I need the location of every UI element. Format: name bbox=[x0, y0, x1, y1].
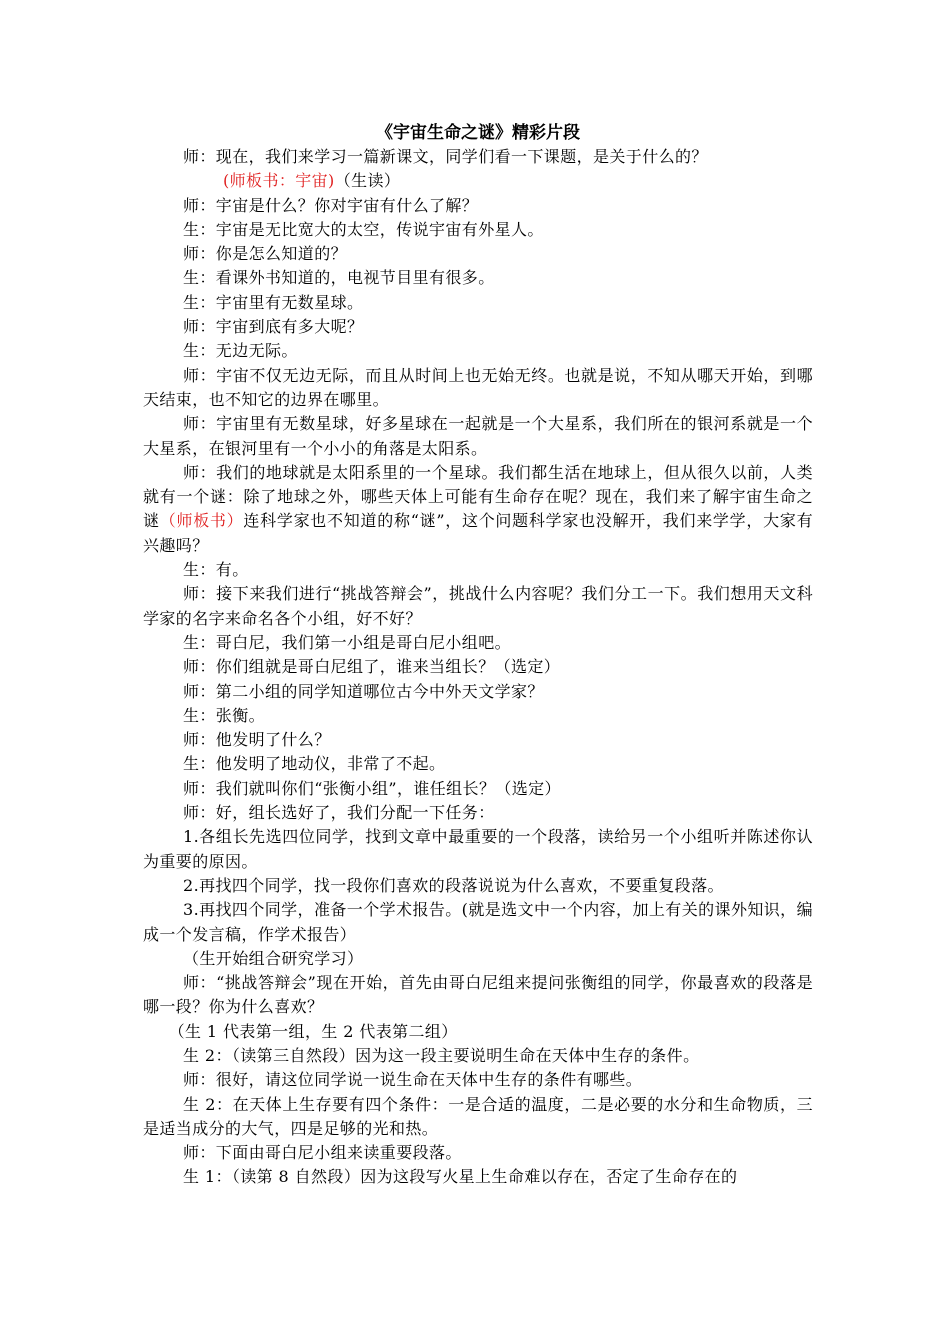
paragraph: 师：宇宙不仅无边无际，而且从时间上也无始无终。也就是说，不知从哪天开始，到哪天结束，也不知它的边界在哪里。 bbox=[143, 365, 813, 409]
paragraph: 师：宇宙到底有多大呢？ bbox=[183, 317, 364, 337]
paragraph bbox=[143, 169, 813, 193]
paragraph: 师：好，组长选好了，我们分配一下任务： bbox=[183, 803, 495, 823]
paragraph: 师：下面由哥白尼小组来读重要段落。 bbox=[183, 1143, 462, 1163]
board-note-red: （师板书） bbox=[159, 511, 244, 531]
paragraph: 生：看课外书知道的，电视节目里有很多。 bbox=[183, 268, 495, 288]
paragraph-text: 师：我们的地球就是太阳系里的一个星球。我们都生活在地球上，但从很久以前，人类就有一个谜：除了地球之外，哪些天体上可能有生命存在呢？现在，我们来了解宇宙生命之谜 bbox=[143, 462, 813, 531]
paragraph: 师：他发明了什么？ bbox=[183, 730, 331, 750]
paragraph: 师：宇宙里有无数星球，好多星球在一起就是一个大星系，我们所在的银河系就是一个大星系，在银河里有一个小小的角落是太阳系。 bbox=[143, 414, 813, 458]
paragraph-text: （生读） bbox=[334, 171, 401, 191]
paragraph: 生：无边无际。 bbox=[183, 341, 298, 361]
paragraph: 生：宇宙里有无数星球。 bbox=[183, 292, 364, 312]
paragraph: 师：你们组就是哥白尼组了，谁来当组长？（选定） bbox=[183, 657, 561, 677]
paragraph: 生：张衡。 bbox=[183, 705, 266, 725]
paragraph: 师：第二小组的同学知道哪位古今中外天文学家？ bbox=[183, 681, 544, 701]
paragraph: 生：他发明了地动仪，非常了不起。 bbox=[183, 754, 446, 774]
task-item: 2.再找四个同学，找一段你们喜欢的段落说说为什么喜欢，不要重复段落。 bbox=[183, 875, 724, 895]
document-title: 《宇宙生命之谜》精彩片段 bbox=[376, 123, 580, 143]
paragraph: 师：接下来我们进行“挑战答辩会”，挑战什么内容呢？我们分工一下。我们想用天文科学家的名字来命名各个小组，好不好？ bbox=[143, 584, 813, 628]
paragraph-text: 连科学家也不知道的称“谜”，这个问题科学家也没解开，我们来学学，大家有兴趣吗？ bbox=[143, 511, 813, 555]
paragraph bbox=[143, 461, 813, 558]
paragraph: 生：宇宙是无比宽大的太空，传说宇宙有外星人。 bbox=[183, 219, 544, 239]
paragraph: 生 1：（读第 8 自然段）因为这段写火星上生命难以存在，否定了生命存在的 bbox=[183, 1167, 738, 1187]
board-note-red: (师板书：宇宙) bbox=[223, 171, 335, 191]
paragraph: （生开始组合研究学习） bbox=[183, 948, 364, 968]
paragraph: 师：很好，请这位同学说一说生命在天体中生存的条件有哪些。 bbox=[183, 1070, 643, 1090]
paragraph: （生 1 代表第一组，生 2 代表第二组） bbox=[168, 1021, 458, 1041]
task-item: 3.再找四个同学，准备一个学术报告。(就是选文中一个内容，加上有关的课外知识，编成一个发言稿，作学术报告） bbox=[143, 900, 813, 944]
paragraph: 生：哥白尼，我们第一小组是哥白尼小组吧。 bbox=[183, 632, 512, 652]
paragraph: 师：现在，我们来学习一篇新课文，同学们看一下课题，是关于什么的？ bbox=[183, 147, 708, 166]
task-item: 1.各组长先选四位同学，找到文章中最重要的一个段落，读给另一个小组听并陈述你认为重要的原因。 bbox=[143, 827, 813, 871]
paragraph: 生 2：（读第三自然段）因为这一段主要说明生命在天体中生存的条件。 bbox=[183, 1045, 700, 1065]
document-page bbox=[143, 121, 813, 1190]
paragraph: 生：有。 bbox=[183, 560, 249, 580]
paragraph: 师：“挑战答辩会”现在开始，首先由哥白尼组来提问张衡组的同学，你最喜欢的段落是哪一段？你为什么喜欢？ bbox=[143, 973, 813, 1017]
paragraph: 师：我们就叫你们“张衡小组”，谁任组长？（选定） bbox=[183, 778, 561, 798]
paragraph: 师：你是怎么知道的？ bbox=[183, 244, 348, 264]
paragraph: 师：宇宙是什么？你对宇宙有什么了解？ bbox=[183, 195, 479, 215]
paragraph: 生 2：在天体上生存要有四个条件：一是合适的温度，二是必要的水分和生命物质，三是适当成分的大气，四是足够的光和热。 bbox=[143, 1094, 813, 1138]
